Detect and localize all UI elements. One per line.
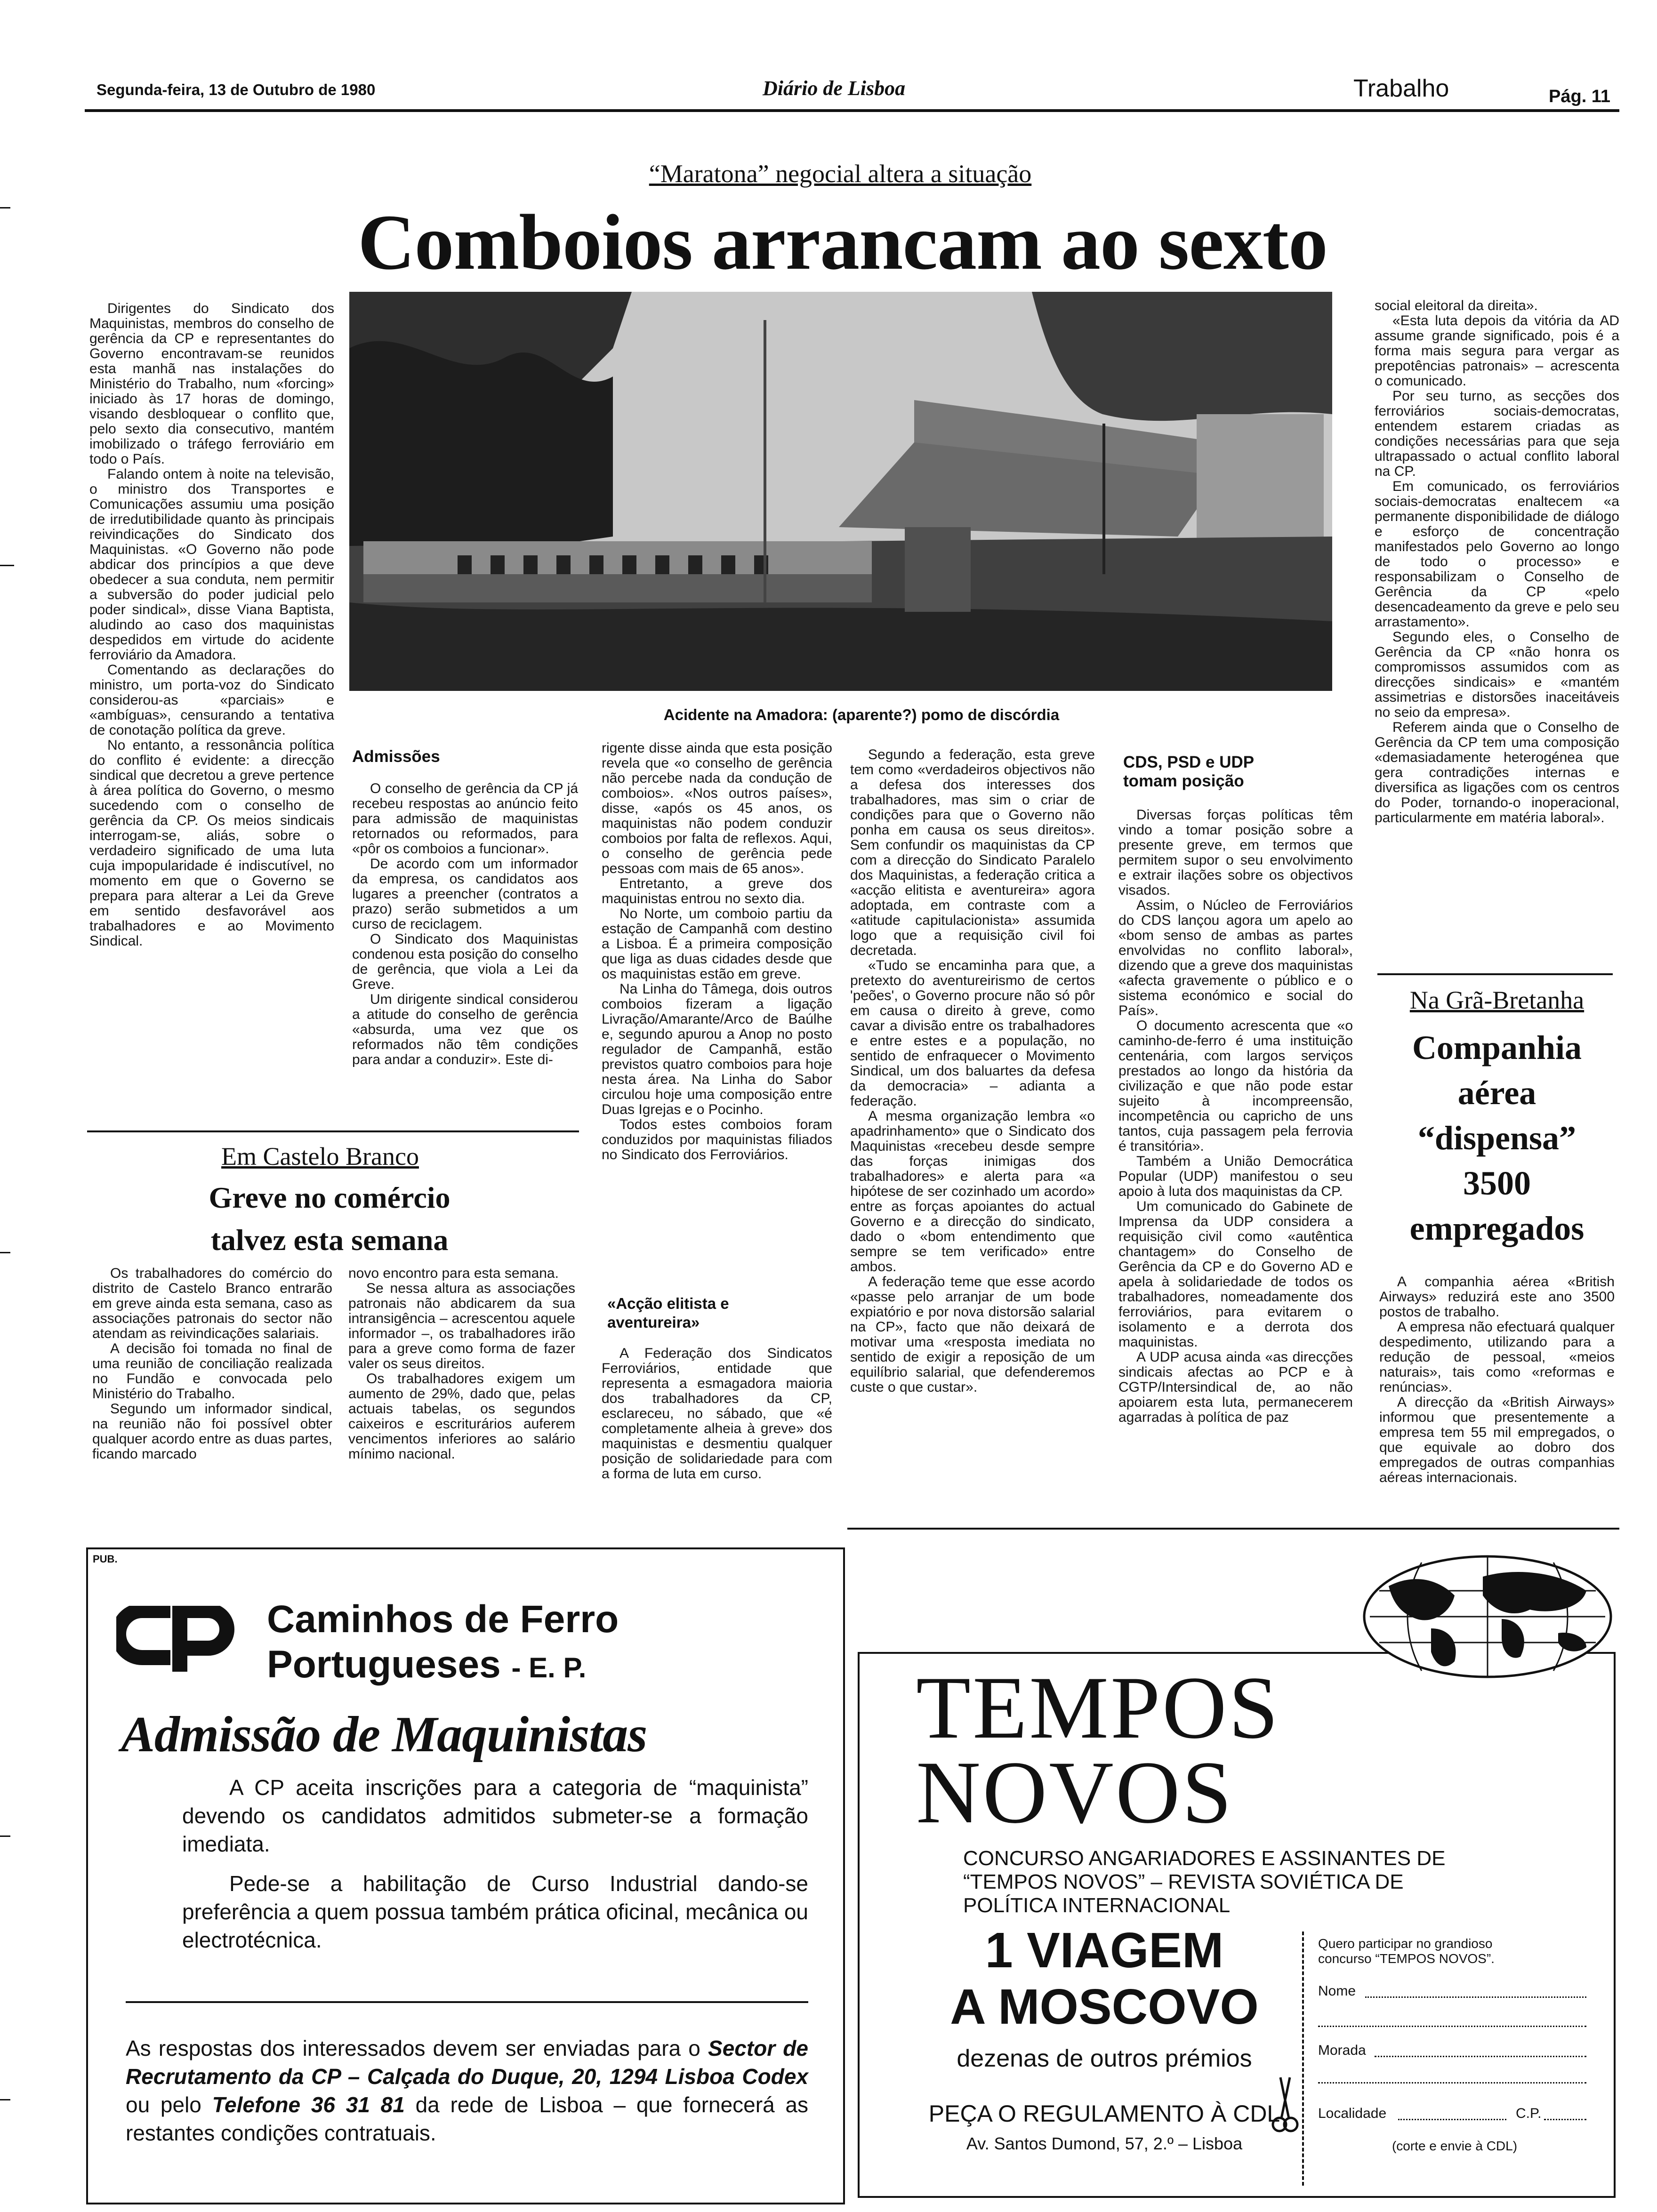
section-heading-cds-psd-udp: CDS, PSD e UDP tomam posição [1123,753,1254,790]
castelo-kicker: Em Castelo Branco [221,1142,419,1170]
tempos-address: Av. Santos Dumond, 57, 2.º – Lisboa [966,2134,1243,2153]
article-paragraph: A direcção da «British Airways» informou que presentemente a empresa tem 55 mil empregados, o que equivale ao dobro dos empregados de outras companhias aéreas internacionais. [1379,1395,1615,1485]
cp-advertisement [86,1547,845,2204]
globe-logo-icon [1360,1553,1615,1680]
article-paragraph: Todos estes comboios foram conduzidos por maquinistas filiados no Sindicato dos Ferroviários. [602,1117,832,1162]
britain-headline-line: Companhia [1412,1029,1582,1066]
coupon-morada-label: Morada [1318,2043,1366,2058]
article-paragraph: Os trabalhadores do comércio do distrito de Castelo Branco entrarão em greve ainda esta semana, caso as associações patronais do sector não atendam as reivindicações salariais. [92,1266,332,1341]
britain-headline [1379,1025,1615,1251]
article-paragraph: Falando ontem à noite na televisão, o ministro dos Transportes e Comunicações assumiu uma posição de irredutibilidade quanto às principais reivindicações do Sindicato dos Maquinistas. «O Governo não pode abdicar dos princípios a que deve obedecer a sua conduta, nem permitir a subversão do poder judicial pelo poder sindical», disse Viana Baptista, aludindo ao caso dos maquinistas despedidos em virtude do acidente ferroviário da Amadora. [89,466,334,663]
article-paragraph: novo encontro para esta semana. [348,1266,559,1281]
header-date: Segunda-feira, 13 de Outubro de 1980 [97,81,376,98]
margin-mark [0,565,14,566]
tempos-regulamento: PEÇA O REGULAMENTO À CDL [928,2100,1280,2127]
tempos-title-2: NOVOS [916,1743,1234,1842]
article-paragraph: Os trabalhadores exigem um aumento de 29%, dado que, pelas actuais tabelas, os segundos caixeiros e escriturários auferem vencimentos inferiores ao salário mínimo nacional. [348,1371,575,1462]
coupon-morada-field[interactable] [1375,2056,1586,2057]
cp-company-name-1: Caminhos de Ferro [267,1598,619,1641]
castelo-column-a [92,1266,332,1462]
britain-headline-line: 3500 [1463,1164,1531,1202]
article-paragraph: A decisão foi tomada no final de uma reunião de conciliação realizada no Fundão e convocada pelo Ministério do Trabalho. [92,1341,332,1402]
article-paragraph: O documento acrescenta que «o caminho-de-ferro é uma instituição centenária, com largos serviços prestados ao longo da história da civilização e que não pode estar sujeito à incompreensão, incompetência ou capricho de uns tantos, cuja passagem pela ferrovia é transitória». [1118,1018,1353,1154]
cp-ad-paragraph-2: Pede-se a habilitação de Curso Industrial dando-se preferência a quem possua também prática oficinal, mecânica ou electrotécnica. [182,1871,808,1952]
cp-ad-paragraph-3 [126,2034,808,2147]
header-page-number: Pág. 11 [1549,87,1610,106]
castelo-column-b [348,1266,575,1462]
margin-mark [0,207,10,208]
article-column-4 [850,747,1095,1395]
coupon-nome-label: Nome [1318,1983,1356,1999]
article-column-1 [89,301,334,949]
coupon-blank-line[interactable] [1318,2082,1586,2084]
article-paragraph: A Federação dos Sindicatos Ferroviários, entidade que representa a esmagadora maioria dos trabalhadores da CP, esclareceu, no sábado, que «é completamente alheia à greve» dos maquinistas e desmentiu qualquer posição de solidariedade para com a forma de luta em curso. [602,1346,832,1482]
cp-company-suffix: - E. P. [511,1652,587,1683]
coupon [1302,1931,1603,2186]
article-paragraph: Entretanto, a greve dos maquinistas entrou no sexto dia. [602,876,832,906]
scissors-icon [1271,2073,1299,2134]
tempos-prize-2: A MOSCOVO [950,1979,1259,2035]
article-paragraph: Também a União Democrática Popular (UDP) manifestou o seu apoio à luta dos maquinistas da CP. [1118,1154,1353,1199]
article-paragraph: Na Linha do Tâmega, dois outros comboios fizeram a ligação Livração/Amarante/Arco de Baúlhe e, segundo apurou a Anop no posto regulador de Campanhã, estão previstos quatro comboios para hoje nesta área. Na Linha do Sabor circulou hoje uma composição entre Duas Igrejas e o Pocinho. [602,981,832,1117]
coupon-localidade-label: Localidade [1318,2106,1387,2121]
cp-company-name-2 [267,1643,586,1687]
britain-kicker: Na Grã-Bretanha [1409,986,1585,1014]
tempos-concurso-text: CONCURSO ANGARIADORES E ASSINANTES DE “TEMPOS NOVOS” – REVISTA SOVIÉTICA DE POLÍTICA INTERNACIONAL [963,1847,1446,1917]
article-paragraph: Dirigentes do Sindicato dos Maquinistas, membros do conselho de gerência da CP e representantes do Governo encontravam-se reunidos esta manhã nas instalações do Ministério do Trabalho, num «forcing» iniciado às 17 horas de domingo, visando desbloquear o conflito que, pelo sexto dia consecutivo, mantém imobilizado o tráfego ferroviário em todo o País. [89,301,334,467]
margin-mark [0,2099,10,2100]
article-paragraph: A UDP acusa ainda «as direcções sindicais afectas ao PCP e à CGTP/Intersindical de, ao não apoiarem esta luta, permanecerem agarradas à política de paz [1118,1349,1353,1425]
article-paragraph: social eleitoral da direita». [1375,298,1538,313]
cp-company-name-2-text: Portugueses [267,1643,501,1686]
article-paragraph: rigente disse ainda que esta posição revela que «o conselho de gerência não percebe nada da condução de comboios». «Nos outros países», disse, «após os 45 anos, os maquinistas não podem conduzir comboios por falta de reflexos. Aqui, o conselho de gerência pede pessoas com mais de 65 anos». [602,740,832,876]
header-section: Trabalho [1353,75,1449,102]
article-paragraph: De acordo com um informador da empresa, os candidatos aos lugares a preencher (contratos a prazo) serão submetidos a um curso de reciclagem. [352,856,578,932]
cp-ad-address: Sector de Recrutamento da CP – Calçada do Duque, 20, 1294 Lisboa Codex [126,2036,808,2089]
britain-headline-line: “dispensa” [1417,1119,1577,1157]
article-paragraph: No entanto, a ressonância política do conflito é evidente: a direcção sindical que decretou a greve pertence à área política do Governo, o mesmo sucedendo com o conselho de gerência da CP. Os meios sindicais interrogam-se, aliás, sobre o verdadeiro significado de uma luta cuja impopularidade é indiscutível, no momento em que o Governo se prepara para alterar a Lei da Greve em sentido desfavorável aos trabalhadores e ao Movimento Sindical. [89,737,334,949]
header-paper-title: Diário de Lisboa [763,77,906,100]
castelo-headline-2: talvez esta semana [210,1223,449,1257]
cp-logo-icon [116,1606,239,1676]
cp-ad-phone: Telefone 36 31 81 [212,2092,405,2117]
britain-headline-line: empregados [1409,1210,1585,1247]
castelo-headline-1: Greve no comércio [209,1181,450,1214]
coupon-cp-field[interactable] [1544,2119,1586,2120]
tempos-other-prizes: dezenas de outros prémios [957,2045,1252,2072]
article-paragraph: Se nessa altura as associações patronais não abdicarem da sua intransigência – acrescentou aquele informador –, os trabalhadores irão para a greve como forma de fazer valer os seus direitos. [348,1281,575,1371]
castelo-top-rule [87,1130,579,1132]
header [0,0,1657,118]
article-paragraph: Por seu turno, as secções dos ferroviários sociais-democratas, entendem estarem criadas as condições necessárias para que seja ultrapassado o actual conflito laboral na CP. [1375,388,1619,479]
article-paragraph: Assim, o Núcleo de Ferroviários do CDS lançou agora um apelo ao «bom senso de ambas as partes envolvidas no conflito laboral», dizendo que a greve dos maquinistas «afecta gravemente o público e o sistema económico e social do País». [1118,898,1353,1018]
article-paragraph: Segundo a federação, esta greve tem como «verdadeiros objectivos não a defesa dos interesses dos trabalhadores, mas sim o criar de condições para que o Governo não ponha em causa os seus direitos». Sem confundir os maquinistas da CP com a direcção do Sindicato Paralelo dos Maquinistas, a federação critica a «acção elitista e aventureira» agora adoptada, em contraste com a «atitude capitulacionista» assumida logo que a requisição civil foi decretada. [850,747,1095,958]
article-paragraph: No Norte, um comboio partiu da estação de Campanhã com destino a Lisboa. É a primeira composição que liga as duas cidades desde que os maquinistas estão em greve. [602,906,832,982]
article-paragraph: Segundo um informador sindical, na reunião não foi possível obter qualquer acordo entre as duas partes, ficando marcado [92,1401,332,1462]
cp-ad-paragraph-3-e: da rede de Lisboa – que fornecerá as restantes condições contratuais. [126,2092,808,2145]
britain-body [1379,1274,1615,1485]
pub-label: PUB. [93,1553,118,1565]
article-headline: Comboios arrancam ao sexto [358,199,1327,286]
ads-divider-rule [847,1528,1619,1530]
article-column-3 [602,741,832,1162]
article-paragraph: O Sindicato dos Maquinistas condenou esta posição do conselho de gerência, que viola a Lei da Greve. [352,931,578,992]
section-heading-admissoes: Admissões [352,747,440,766]
cp-ad-paragraph-3-c: ou pelo [126,2092,212,2117]
article-paragraph: A empresa não efectuará qualquer despedimento, utilizando para a redução de pessoal, «meios naturais», tais como «reformas e renúncias». [1379,1319,1615,1395]
article-paragraph: Um dirigente sindical considerou a atitude do conselho de gerência «absurda, uma vez que os reformados não têm condições para andar a conduzir». Este di- [352,992,578,1067]
article-paragraph: Referem ainda que o Conselho de Gerência da CP tem uma composição «demasiadamente heterogénea que gera contradições internas e diversifica as ligações com os centros do Poder, tornando-o inoperacional, particularmente em matéria laboral». [1375,720,1619,825]
article-column-5 [1118,808,1353,1425]
article-column-3b [602,1346,832,1482]
cp-ad-title: Admissão de Maquinistas [121,1707,647,1763]
article-paragraph: A federação teme que esse acordo «passe pelo arranjar de um bode expiatório e por nova distorsão salarial na CP», facto que não deixará de motivar uma «resposta imediata no sentido de exigir a reposição de um equilíbrio salarial, que defenderemos custe o que custar». [850,1274,1095,1395]
article-paragraph: A mesma organização lembra «o apadrinhamento» que o Sindicato dos Maquinistas «recebeu desde sempre das forças inimigas dos trabalhadores» e alerta para «a hipótese de ser cozinhado um acordo» entre as forças apoiantes do actual Governo e a direcção do sindicato, dado o «bom entendimento que sempre se tem verificado» entre ambos. [850,1108,1095,1274]
train-accident-photo [349,292,1332,691]
article-paragraph: «Tudo se encaminha para que, a pretexto do aventureirismo de certos 'peões', o Governo procure não só pôr em causa o direito à greve, como cavar a divisão entre os trabalhadores e entre estes e a população, no sentido de enfraquecer o Movimento Sindical, um dos baluartes da defesa da democracia» – adianta a federação. [850,958,1095,1109]
article-paragraph: A companhia aérea «British Airways» reduzirá este ano 3500 postos de trabalho. [1379,1274,1615,1320]
coupon-blank-line[interactable] [1318,2026,1586,2027]
article-paragraph: Segundo eles, o Conselho de Gerência da CP «não honra os compromissos assumidos com as direcções sindicais» e «mantém assimetrias e distorsões inaceitáveis no seio da empresa». [1375,629,1619,720]
tempos-prize-1: 1 VIAGEM [985,1923,1224,1978]
cp-ad-paragraph-1: A CP aceita inscrições para a categoria de “maquinista” devendo os candidatos admitidos submeter-se a formação imediata. [182,1775,808,1856]
coupon-nome-field[interactable] [1365,1996,1586,1998]
margin-mark [0,1252,10,1253]
article-paragraph: O conselho de gerência da CP já recebeu respostas ao anúncio feito para admissão de maquinistas retornados ou reformados, para «pôr os comboios a funcionar». [352,781,578,857]
article-column-2 [352,781,578,1067]
article-column-6 [1375,298,1619,825]
coupon-intro: Quero participar no grandioso concurso “TEMPOS NOVOS”. [1318,1936,1495,1966]
article-kicker: “Maratona” negocial altera a situação [649,160,1032,188]
section-heading-accao-elitista: «Acção elitista e aventureira» [607,1295,729,1331]
coupon-localidade-field[interactable] [1398,2119,1506,2120]
tempos-title-1: TEMPOS [916,1659,1280,1757]
article-paragraph: Comentando as declarações do ministro, um porta-voz do Sindicato considerou-as «parciais» e «ambíguas», censurando a tentativa de conotação política da greve. [89,662,334,738]
margin-mark [0,1835,10,1837]
britain-headline-line: aérea [1457,1074,1536,1112]
photo-caption: Acidente na Amadora: (aparente?) pomo de discórdia [663,706,1060,723]
tempos-novos-advertisement [858,1652,1616,2198]
photo-illustration [349,292,1332,691]
britain-top-rule [1377,973,1613,975]
article-paragraph: Um comunicado do Gabinete de Imprensa da UDP considera a requisição civil como «autêntica chantagem» do Conselho de Gerência da CP e do Governo AD e apela à solidariedade de todos os trabalhadores, nomeadamente dos ferroviários, para evitarem o isolamento e a derrota dos maquinistas. [1118,1199,1353,1350]
article-paragraph: «Esta luta depois da vitória da AD assume grande significado, pois é a forma mais segura para vergar as prepotências patronais» – acrescenta o comunicado. [1375,313,1619,389]
cp-ad-rule [126,2001,808,2003]
coupon-cp-label: C.P. [1516,2106,1542,2121]
header-rule [85,109,1619,112]
article-paragraph: Diversas forças políticas têm vindo a tomar posição sobre a presente greve, em termos que permitem supor o seu envolvimento e extrair ilações sobre os objectivos visados. [1118,807,1353,898]
coupon-footer: (corte e envie à CDL) [1392,2139,1518,2153]
cp-ad-paragraph-3-a: As respostas dos interessados devem ser enviadas para o [126,2036,708,2060]
article-paragraph: Em comunicado, os ferroviários sociais-democratas enaltecem «a permanente disponibilidade de diálogo e esforço de concentração manifestados pelo Governo ao longo de todo o processo» e responsabilizam o Conselho de Gerência da CP «pelo desencadeamento da greve e pelo seu arrastamento». [1375,479,1619,630]
